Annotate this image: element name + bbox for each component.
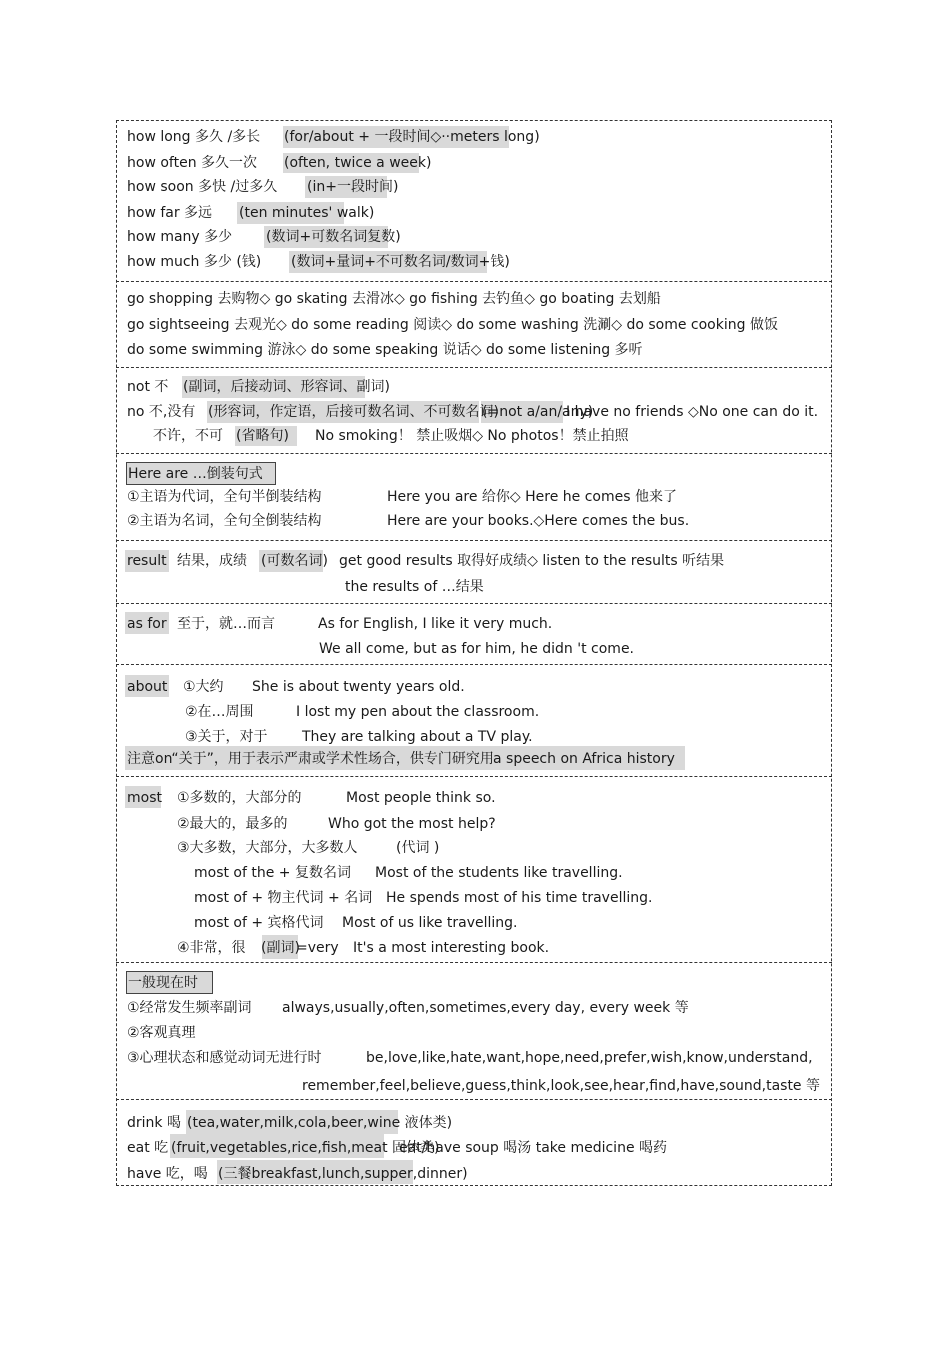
how-much-example: (数词+量词+不可数名词/数词+钱) (291, 254, 510, 270)
present-tense-example-1: always,usually,often,sometimes,every day, every week 等 (282, 1000, 689, 1016)
how-often-example: (often, twice a week) (284, 155, 432, 171)
go-activities-line: go shopping 去购物◇ go skating 去滑冰◇ go fishing 去钓鱼◇ go boating 去划船 (127, 291, 661, 307)
section-divider (116, 281, 832, 282)
how-long-line: how long 多久 /多长 (127, 129, 261, 145)
most-meaning-3: ③大多数，大部分，大多数人 (177, 840, 358, 856)
result-examples: get good results 取得好成绩◇ listen to the results 听结果 (339, 553, 725, 569)
no-line: no 不,没有 (127, 404, 196, 420)
most-pattern-3: most of + 宾格代词 (194, 915, 324, 931)
section-divider (116, 776, 832, 777)
section-divider (116, 1099, 832, 1100)
as-for-word: as for (127, 616, 167, 632)
as-for-meaning: 至于，就…而言 (177, 616, 275, 632)
present-tense-verbs-2: remember,feel,believe,guess,think,look,see,hear,find,have,sound,taste 等 (302, 1078, 820, 1094)
most-pattern-2-example: He spends most of his time travelling. (386, 890, 653, 906)
most-meaning-4: ④非常，很 (177, 940, 246, 956)
about-note: 注意on“关于”，用于表示严肃或学术性场合，供专门研究用 (127, 751, 494, 767)
as-for-example-2: We all come, but as for him, he didn 't come. (319, 641, 635, 657)
eat-examples: (fruit,vegetables,rice,fish,meat 固体类) (171, 1140, 440, 1156)
result-word: result (127, 553, 167, 569)
have-line: have 吃，喝 (127, 1166, 208, 1182)
most-meaning-4-equivalent: =very (296, 940, 339, 956)
about-example-2: I lost my pen about the classroom. (296, 704, 540, 720)
present-tense-verbs-1: be,love,like,hate,want,hope,need,prefer,wish,know,understand, (366, 1050, 813, 1066)
how-soon-example: (in+一段时间) (307, 179, 399, 195)
present-tense-rule-2: ②客观真理 (127, 1025, 196, 1041)
most-pattern-1: most of the + 复数名词 (194, 865, 351, 881)
result-meaning: 结果，成绩 (177, 553, 247, 569)
section-divider (116, 603, 832, 604)
result-note: (可数名词) (261, 553, 328, 569)
how-long-example: (for/about + 一段时间◇··meters long) (284, 129, 540, 145)
no-prohibit-note: (省略句) (236, 428, 289, 444)
most-example-2: Who got the most help? (328, 816, 496, 832)
no-examples: I have no friends ◇No one can do it. (566, 404, 819, 420)
how-far-example: (ten minutes' walk) (239, 205, 375, 221)
how-many-example: (数词+可数名词复数) (266, 229, 401, 245)
have-examples: (三餐breakfast,lunch,supper,dinner) (218, 1166, 468, 1182)
most-example-1: Most people think so. (346, 790, 496, 806)
most-meaning-3-note: (代词 ) (396, 840, 440, 856)
no-prohibit-examples: No smoking！ 禁止吸烟◇ No photos！禁止拍照 (315, 428, 629, 444)
section-divider (116, 664, 832, 665)
eat-line: eat 吃 (127, 1140, 169, 1156)
no-prohibit-line: 不许，不可 (153, 428, 223, 444)
inversion-example-1: Here you are 给你◇ Here he comes 他来了 (387, 489, 677, 505)
about-meaning-3: ③关于，对于 (185, 729, 268, 745)
drink-line: drink 喝 (127, 1115, 181, 1131)
not-note: (副词，后接动词、形容词、副词) (183, 379, 390, 395)
drink-examples: (tea,water,milk,cola,beer,wine 液体类) (187, 1115, 453, 1131)
about-word: about (127, 679, 168, 695)
result-example-2: the results of …结果 (345, 579, 484, 595)
how-far-line: how far 多远 (127, 205, 213, 221)
most-example-4: It's a most interesting book. (353, 940, 550, 956)
eat-extra-examples: eat/have soup 喝汤 take medicine 喝药 (399, 1140, 668, 1156)
most-word: most (127, 790, 162, 806)
as-for-example-1: As for English, I like it very much. (318, 616, 553, 632)
about-note-example: a speech on Africa history (493, 751, 675, 767)
inversion-rule-2: ②主语为名词，全句全倒装结构 (127, 513, 322, 529)
most-meaning-1: ①多数的，大部分的 (177, 790, 302, 806)
present-tense-rule-1: ①经常发生频率副词 (127, 1000, 252, 1016)
no-note: (形容词，作定语，后接可数名词、不可数名词) (208, 404, 499, 420)
present-tense-title: 一般现在时 (128, 975, 198, 991)
do-activities-line: go sightseeing 去观光◇ do some reading 阅读◇ do some washing 洗涮◇ do some cooking 做饭 (127, 317, 778, 333)
inversion-rule-1: ①主语为代词，全句半倒装结构 (127, 489, 322, 505)
most-meaning-2: ②最大的，最多的 (177, 816, 288, 832)
most-pattern-2: most of + 物主代词 + 名词 (194, 890, 373, 906)
most-pattern-3-example: Most of us like travelling. (342, 915, 518, 931)
most-pattern-1-example: Most of the students like travelling. (375, 865, 623, 881)
about-example-3: They are talking about a TV play. (302, 729, 533, 745)
present-tense-rule-3: ③心理状态和感觉动词无进行时 (127, 1050, 322, 1066)
about-meaning-2: ②在…周围 (185, 704, 254, 720)
section-divider (116, 367, 832, 368)
how-much-line: how much 多少 (钱) (127, 254, 262, 270)
not-line: not 不 (127, 379, 169, 395)
section-divider (116, 453, 832, 454)
how-soon-line: how soon 多快 /过多久 (127, 179, 278, 195)
about-example-1: She is about twenty years old. (252, 679, 465, 695)
do-activities-line: do some swimming 游泳◇ do some speaking 说话◇ do some listening 多听 (127, 342, 643, 358)
most-meaning-4-note: (副词) (261, 940, 300, 956)
section-divider (116, 540, 832, 541)
how-many-line: how many 多少 (127, 229, 233, 245)
no-equivalent: (=not a/an/any) (482, 404, 594, 420)
about-meaning-1: ①大约 (183, 679, 224, 695)
inversion-title: Here are …倒装句式 (128, 466, 263, 482)
section-divider (116, 962, 832, 963)
inversion-example-2: Here are your books.◇Here comes the bus. (387, 513, 690, 529)
how-often-line: how often 多久一次 (127, 155, 258, 171)
